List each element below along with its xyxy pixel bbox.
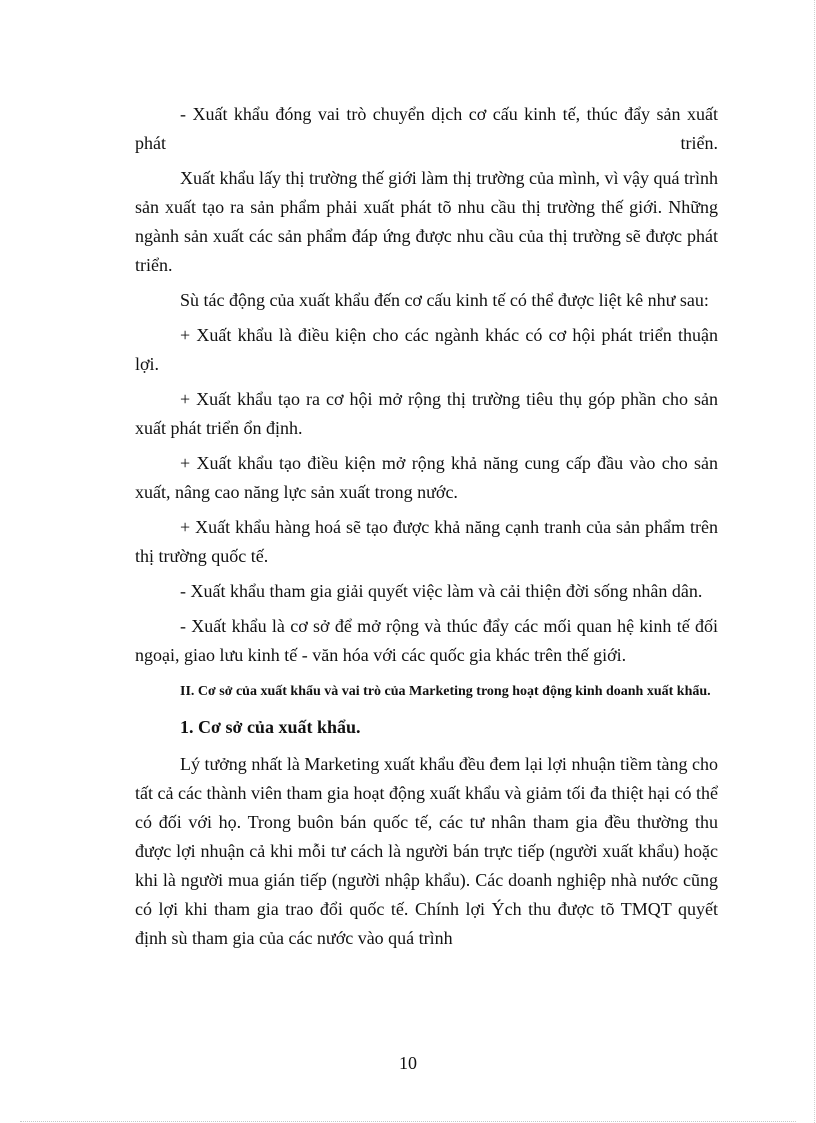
page-body <box>135 100 718 959</box>
footer-divider <box>20 1121 796 1122</box>
subsection-heading: 1. Cơ sở của xuất khẩu. <box>180 717 361 737</box>
section-heading: II. Cơ sở của xuất khẩu và vai trò của Marketing trong hoạt động kinh doanh xuất khẩu. <box>180 684 711 699</box>
paragraph-world-market: Xuất khẩu lấy thị trường thế giới làm thị trường của mình, vì vậy quá trình sản xuất tạo ra sản phẩm phải xuất phát tõ nhu cầu thị trường thế giới. Những ngành sản xuất các sản phẩm đáp ứng được nhu cầu của thị trường sẽ được phát triển. <box>135 168 718 275</box>
paragraph-impact-intro: Sù tác động của xuất khẩu đến cơ cấu kinh tế có thể được liệt kê như sau: <box>180 290 709 310</box>
paragraph-export-basis: Lý tưởng nhất là Marketing xuất khẩu đều đem lại lợi nhuận tiềm tàng cho tất cả các thành viên tham gia hoạt động xuất khẩu và giảm tối đa thiệt hại có thể có đối với họ. Trong buôn bán quốc tế, các tư nhân tham gia đều thường thu được lợi nhuận cả khi mỗi tư cách là người bán trực tiếp (người xuất khẩu) hoặc khi là người mua gián tiếp (người nhập khẩu). Các doanh nghiệp nhà nước cũng có lợi khi tham gia trao đổi quốc tế. Chính lợi Ých thu được tõ TMQT quyết định sù tham gia của các nước vào quá trình <box>135 754 718 948</box>
paragraph-impact-item-3: + Xuất khẩu tạo điều kiện mở rộng khả năng cung cấp đầu vào cho sản xuất, nâng cao năng lực sản xuất trong nước. <box>135 453 718 502</box>
page-number: 10 <box>399 1053 417 1073</box>
paragraph-impact-item-4: + Xuất khẩu hàng hoá sẽ tạo được khả năng cạnh tranh của sản phẩm trên thị trường quốc tế. <box>135 517 718 566</box>
paragraph-foreign-relations: - Xuất khẩu là cơ sở để mở rộng và thúc đẩy các mối quan hệ kinh tế đối ngoại, giao lưu kinh tế - văn hóa với các quốc gia khác trên thế giới. <box>135 616 718 665</box>
paragraph-impact-item-2: + Xuất khẩu tạo ra cơ hội mở rộng thị trường tiêu thụ góp phần cho sản xuất phát triển ổn định. <box>135 389 718 438</box>
paragraph-impact-item-1: + Xuất khẩu là điều kiện cho các ngành khác có cơ hội phát triển thuận lợi. <box>135 325 718 374</box>
paragraph-export-structure: - Xuất khẩu đóng vai trò chuyển dịch cơ cấu kinh tế, thúc đẩy sản xuất phát triển. <box>135 104 718 153</box>
page-edge-divider <box>814 0 815 1123</box>
paragraph-employment: - Xuất khẩu tham gia giải quyết việc làm và cải thiện đời sống nhân dân. <box>180 581 703 601</box>
